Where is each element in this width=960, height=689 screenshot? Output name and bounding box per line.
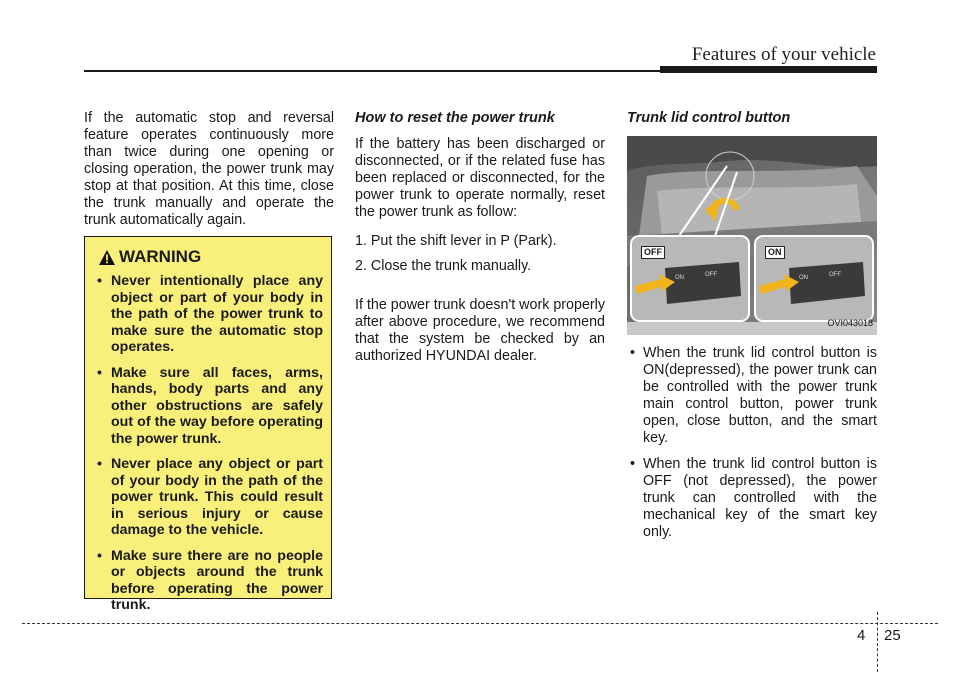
reset-step: 1. Put the shift lever in P (Park). bbox=[355, 233, 557, 249]
off-label: OFF bbox=[641, 246, 665, 259]
footer-divider bbox=[877, 612, 878, 672]
header-rule bbox=[84, 70, 660, 72]
switch-off-text: OFF bbox=[705, 272, 717, 278]
reset-steps bbox=[355, 233, 605, 275]
switch-on-text: ON bbox=[799, 275, 808, 281]
intro-paragraph: If the automatic stop and reversal feature operates continuously more than twice during one opening or closing operation, the power trunk may stop at that position. At this time, close the trunk manually and operate the trunk automatically again. bbox=[84, 110, 334, 228]
footer-rule bbox=[22, 623, 938, 624]
warning-item: • Make sure there are no people or objects around the trunk before operating the power trunk. bbox=[93, 548, 323, 614]
reset-step: 2. Close the trunk manually. bbox=[355, 258, 532, 274]
switch-on-text: ON bbox=[675, 275, 684, 281]
column-left bbox=[84, 110, 334, 241]
warning-list bbox=[93, 273, 323, 614]
dealer-paragraph: If the power trunk doesn't work properly after above procedure, we recommend that the system be checked by an authorized HYUNDAI dealer. bbox=[355, 297, 605, 364]
trunk-lid-figure bbox=[627, 136, 877, 335]
reset-paragraph: If the battery has been discharged or disconnected, or if the related fuse has been replaced or disconnected, for the power trunk to operate normally, reset the power trunk as follow: bbox=[355, 136, 605, 220]
switch-off-text: OFF bbox=[829, 272, 841, 278]
bullet-item: • When the trunk lid control button is OFF (not depressed), the power trunk can controlled with the mechanical key of the smart key only. bbox=[627, 456, 877, 541]
header-rule-bold bbox=[660, 66, 877, 73]
page-number: 25 bbox=[884, 627, 901, 644]
trunk-lid-heading: Trunk lid control button bbox=[627, 110, 791, 126]
column-middle bbox=[355, 110, 605, 377]
on-label: ON bbox=[765, 246, 785, 259]
warning-triangle-icon bbox=[99, 250, 115, 265]
reset-heading: How to reset the power trunk bbox=[355, 110, 555, 126]
figure-code: OVI043018 bbox=[827, 318, 873, 328]
column-right bbox=[627, 110, 877, 550]
trunk-lid-bullets bbox=[627, 345, 877, 541]
header-title: Features of your vehicle bbox=[691, 44, 876, 65]
warning-item: • Never intentionally place any object or part of your body in the path of the power trunk to make sure the automatic stop operates. bbox=[93, 273, 323, 356]
bullet-item: • When the trunk lid control button is ON(depressed), the power trunk can be controlled with the power trunk main control button, power trunk open, close button, and the smart key. bbox=[627, 345, 877, 447]
warning-title: WARNING bbox=[119, 247, 202, 266]
chapter-number: 4 bbox=[857, 627, 866, 644]
warning-box bbox=[84, 236, 332, 613]
dashboard-illustration bbox=[627, 136, 877, 335]
warning-item: • Make sure all faces, arms, hands, body parts and any other obstructions are safely out of the way before operating the power trunk. bbox=[93, 365, 323, 448]
warning-item: • Never place any object or part of your body in the path of the power trunk. This could result in serious injury or cause damage to the vehicle. bbox=[93, 456, 323, 539]
warning-heading bbox=[93, 247, 323, 267]
